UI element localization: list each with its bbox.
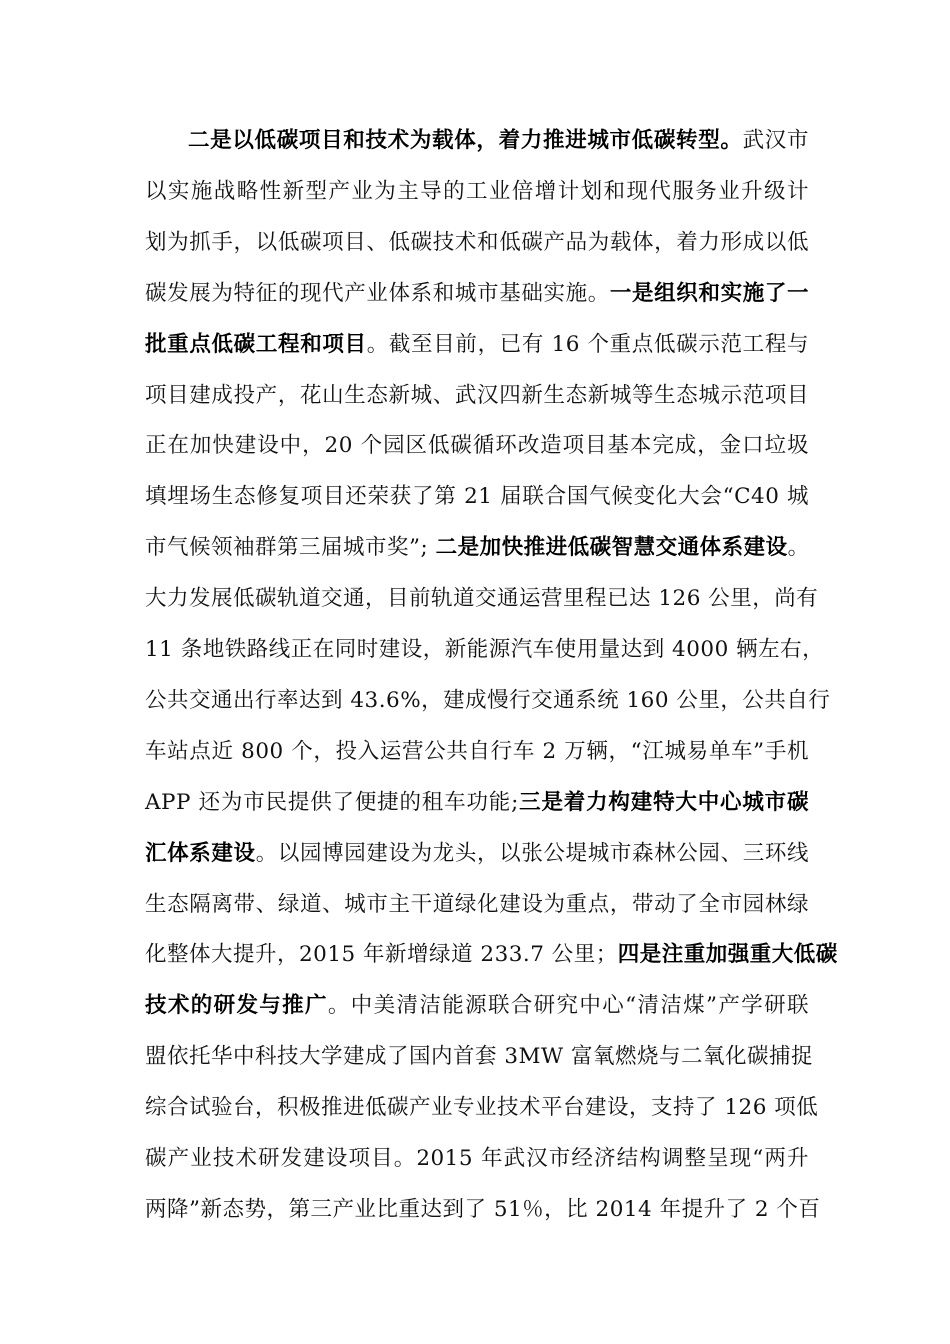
body-text: 碳产业技术研发建设项目。2015 年武汉市经济结构调整呈现“两升 bbox=[145, 1146, 809, 1171]
body-text: 以实施战略性新型产业为主导的工业倍增计划和现代服务业升级计 bbox=[145, 178, 809, 204]
text-line bbox=[145, 477, 809, 517]
bold-heading-text: 二是加快推进低碳智慧交通体系建设 bbox=[435, 535, 788, 561]
body-text: 市气候领袖群第三届城市奖”; bbox=[145, 535, 436, 561]
body-text: 公共交通出行率达到 43.6%，建成慢行交通系统 160 公里，公共自行 bbox=[145, 687, 831, 713]
text-line bbox=[145, 223, 809, 263]
text-line bbox=[145, 732, 809, 772]
body-text: 化整体大提升，2015 年新增绿道 233.7 公里； bbox=[145, 942, 618, 968]
body-text: 两降”新态势，第三产业比重达到了 51％，比 2014 年提升了 2 个百 bbox=[145, 1196, 821, 1222]
body-text: 。中美清洁能源联合研究中心“清洁煤”产学研联 bbox=[327, 993, 809, 1019]
text-line bbox=[145, 986, 809, 1026]
text-line bbox=[145, 325, 809, 365]
text-line bbox=[145, 172, 809, 212]
text-line bbox=[145, 426, 809, 466]
text-line bbox=[145, 834, 809, 874]
text-line bbox=[145, 579, 819, 619]
text-line bbox=[145, 935, 838, 975]
body-text: 综合试验台，积极推进低碳产业专业技术平台建设，支持了 126 项低 bbox=[145, 1095, 819, 1121]
body-text: 正在加快建设中，20 个园区低碳循环改造项目基本完成，金口垃圾 bbox=[145, 433, 809, 459]
body-text: 划为抓手，以低碳项目、低碳技术和低碳产品为载体，着力形成以低 bbox=[145, 229, 809, 255]
text-line bbox=[145, 1190, 821, 1230]
body-text: 。截至目前，已有 16 个重点低碳示范工程与 bbox=[366, 331, 809, 357]
body-text: 车站点近 800 个，投入运营公共自行车 2 万辆，“江城易单车”手机 bbox=[145, 738, 809, 764]
text-line bbox=[145, 630, 825, 670]
bold-heading-text: 技术的研发与推广 bbox=[145, 993, 328, 1019]
body-text: 填埋场生态修复项目还荣获了第 21 届联合国气候变化大会“C40 城 bbox=[145, 484, 809, 510]
bold-heading-text: 四是注重加强重大低碳 bbox=[617, 942, 838, 968]
body-text: 项目建成投产，花山生态新城、武汉四新生态新城等生态城示范项目 bbox=[145, 382, 809, 408]
body-text: 大力发展低碳轨道交通，目前轨道交通运营里程已达 126 公里，尚有 bbox=[145, 586, 819, 612]
text-line bbox=[145, 376, 809, 416]
text-line bbox=[145, 1088, 819, 1128]
body-text: 碳发展为特征的现代产业体系和城市基础实施。 bbox=[145, 280, 610, 306]
text-line bbox=[145, 885, 809, 925]
bold-heading-text: 一是组织和实施了一 bbox=[609, 280, 809, 306]
text-line bbox=[145, 681, 831, 721]
text-line bbox=[188, 121, 809, 161]
bold-heading-text: 批重点低碳工程和项目 bbox=[145, 331, 367, 357]
text-line bbox=[145, 1139, 809, 1179]
bold-heading-text: 汇体系建设 bbox=[145, 840, 256, 866]
body-text: 武汉市 bbox=[742, 128, 809, 153]
body-text: 。 bbox=[787, 535, 810, 561]
text-line bbox=[145, 1037, 813, 1077]
body-text: 11 条地铁路线正在同时建设，新能源汽车使用量达到 4000 辆左右， bbox=[145, 637, 825, 662]
bold-heading-text: 三是着力构建特大中心城市碳 bbox=[518, 789, 809, 815]
text-line bbox=[145, 274, 809, 314]
text-line bbox=[145, 783, 809, 823]
body-text: APP 还为市民提供了便捷的租车功能; bbox=[145, 789, 519, 815]
text-line bbox=[145, 528, 809, 568]
body-text: 生态隔离带、绿道、城市主干道绿化建设为重点，带动了全市园林绿 bbox=[145, 891, 809, 917]
body-text: 盟依托华中科技大学建成了国内首套 3MW 富氧燃烧与二氧化碳捕捉 bbox=[145, 1044, 813, 1070]
bold-heading-text: 二是以低碳项目和技术为载体，着力推进城市低碳转型。 bbox=[188, 128, 743, 153]
body-text: 。以园博园建设为龙头，以张公堤城市森林公园、三环线 bbox=[255, 840, 809, 866]
